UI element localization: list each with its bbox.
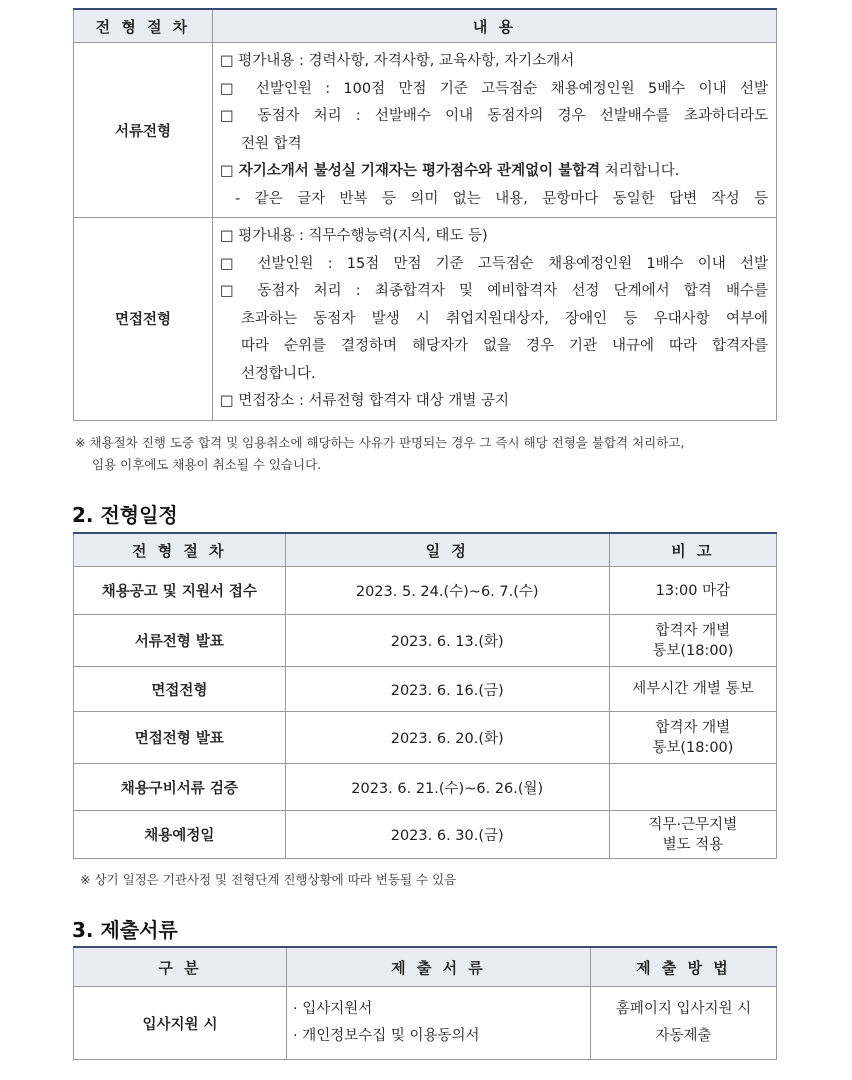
document-screening-label: 서류전형 xyxy=(74,43,213,218)
remarks-line1: 세부시간 개별 통보 xyxy=(632,681,754,697)
schedule-remarks xyxy=(609,567,776,615)
table-row xyxy=(74,667,777,712)
table-row xyxy=(74,987,777,1060)
remarks-line1: 직무·근무지별 xyxy=(648,816,738,833)
header-method: 제 출 방 법 xyxy=(591,947,777,987)
document-screening-row xyxy=(74,43,777,218)
document-item: · 입사지원서 xyxy=(293,1001,373,1017)
table-row xyxy=(74,615,777,667)
schedule-remarks xyxy=(609,615,776,667)
documents-list xyxy=(287,987,591,1060)
doc-line: 전원 합격 xyxy=(241,135,302,152)
schedule-remarks xyxy=(609,764,776,811)
schedule-step: 면접전형 xyxy=(74,667,286,712)
header-process: 전 형 절 차 xyxy=(74,533,286,567)
remarks-line2: 통보(18:00) xyxy=(652,739,734,756)
schedule-footnote: ※ 상기 일정은 기관사정 및 전형단계 진행상황에 따라 변동될 수 있음 xyxy=(80,872,457,887)
schedule-remarks xyxy=(609,667,776,712)
schedule-table xyxy=(73,532,777,859)
document-screening-content xyxy=(213,43,777,218)
header-remarks: 비 고 xyxy=(609,533,776,567)
interview-line: □ 동점자 처리 : 최종합격자 및 예비합격자 선정 단계에서 합격 배수를 xyxy=(220,283,768,299)
document-item: · 개인정보수집 및 이용동의서 xyxy=(293,1028,480,1044)
header-content: 내 용 xyxy=(213,9,777,43)
remarks-line2: 별도 적용 xyxy=(662,836,724,853)
cancellation-note-line1: ※ 채용절차 진행 도중 합격 및 임용취소에 해당하는 사유가 판명되는 경우 그 즉시 해당 전형을 불합격 처리하고, xyxy=(75,435,685,450)
schedule-remarks xyxy=(609,712,776,764)
schedule-date: 2023. 6. 13.(화) xyxy=(285,615,609,667)
table-row xyxy=(74,712,777,764)
schedule-date: 2023. 6. 20.(화) xyxy=(285,712,609,764)
section-title-documents: 3. 제출서류 xyxy=(72,918,178,942)
header-category: 구 분 xyxy=(74,947,287,987)
doc-dash-line: - 같은 글자 반복 등 의미 없는 내용, 문항마다 동일한 답변 작성 등 xyxy=(235,190,768,207)
interview-line: 따라 순위를 결정하며 해당자가 없을 경우 기관 내규에 따라 합격자를 xyxy=(241,338,768,354)
doc-warning-bold: □ 자기소개서 불성실 기재자는 평가점수와 관계없이 불합격 xyxy=(220,163,601,179)
interview-row xyxy=(74,218,777,421)
submission-method xyxy=(591,987,777,1060)
header-date: 일 정 xyxy=(285,533,609,567)
schedule-step: 면접전형 발표 xyxy=(74,712,286,764)
schedule-date: 2023. 6. 30.(금) xyxy=(285,811,609,859)
interview-label: 면접전형 xyxy=(74,218,213,421)
interview-line: □ 선발인원 : 15점 만점 기준 고득점순 채용예정인원 1배수 이내 선발 xyxy=(220,255,768,272)
remarks-line1: 13:00 마감 xyxy=(655,582,731,599)
schedule-date: 2023. 6. 16.(금) xyxy=(285,667,609,712)
header-documents: 제 출 서 류 xyxy=(287,947,591,987)
schedule-step: 서류전형 발표 xyxy=(74,615,286,667)
schedule-step: 채용예정일 xyxy=(74,811,286,859)
documents-category: 입사지원 시 xyxy=(74,987,287,1060)
method-line2: 자동제출 xyxy=(655,1028,712,1044)
interview-line: □ 면접장소 : 서류전형 합격자 대상 개별 공지 xyxy=(220,393,509,409)
doc-line: □ 선발인원 : 100점 만점 기준 고득점순 채용예정인원 5배수 이내 선발 xyxy=(220,80,768,97)
interview-line: □ 평가내용 : 직무수행능력(지식, 태도 등) xyxy=(220,228,488,244)
section-title-schedule: 2. 전형일정 xyxy=(72,503,178,527)
cancellation-note-line2: 임용 이후에도 채용이 취소될 수 있습니다. xyxy=(92,457,322,472)
interview-line: 초과하는 동점자 발생 시 취업지원대상자, 장애인 등 우대사항 여부에 xyxy=(241,310,768,327)
doc-line: □ 동점자 처리 : 선발배수 이내 동점자의 경우 선발배수를 초과하더라도 xyxy=(220,108,768,124)
screening-process-table xyxy=(73,8,777,421)
table-row xyxy=(74,811,777,859)
cancellation-note xyxy=(75,432,684,476)
doc-warning-suffix: 처리합니다. xyxy=(600,163,680,179)
schedule-date: 2023. 6. 21.(수)~6. 26.(월) xyxy=(285,764,609,811)
remarks-line1: 합격자 개별 xyxy=(655,719,731,736)
documents-table xyxy=(73,946,777,1060)
method-line1: 홈페이지 입사지원 시 xyxy=(615,1001,752,1017)
remarks-line1: 합격자 개별 xyxy=(655,622,731,639)
table-row xyxy=(74,567,777,615)
schedule-date: 2023. 5. 24.(수)~6. 7.(수) xyxy=(285,567,609,615)
header-process: 전 형 절 차 xyxy=(74,9,213,43)
schedule-remarks xyxy=(609,811,776,859)
interview-content xyxy=(213,218,777,421)
schedule-step: 채용공고 및 지원서 접수 xyxy=(74,567,286,615)
table-row xyxy=(74,764,777,811)
remarks-line2: 통보(18:00) xyxy=(652,642,734,659)
schedule-step: 채용구비서류 검증 xyxy=(74,764,286,811)
doc-warning-line xyxy=(220,158,768,186)
doc-line: □ 평가내용 : 경력사항, 자격사항, 교육사항, 자기소개서 xyxy=(220,53,575,69)
interview-line: 선정합니다. xyxy=(241,365,316,382)
